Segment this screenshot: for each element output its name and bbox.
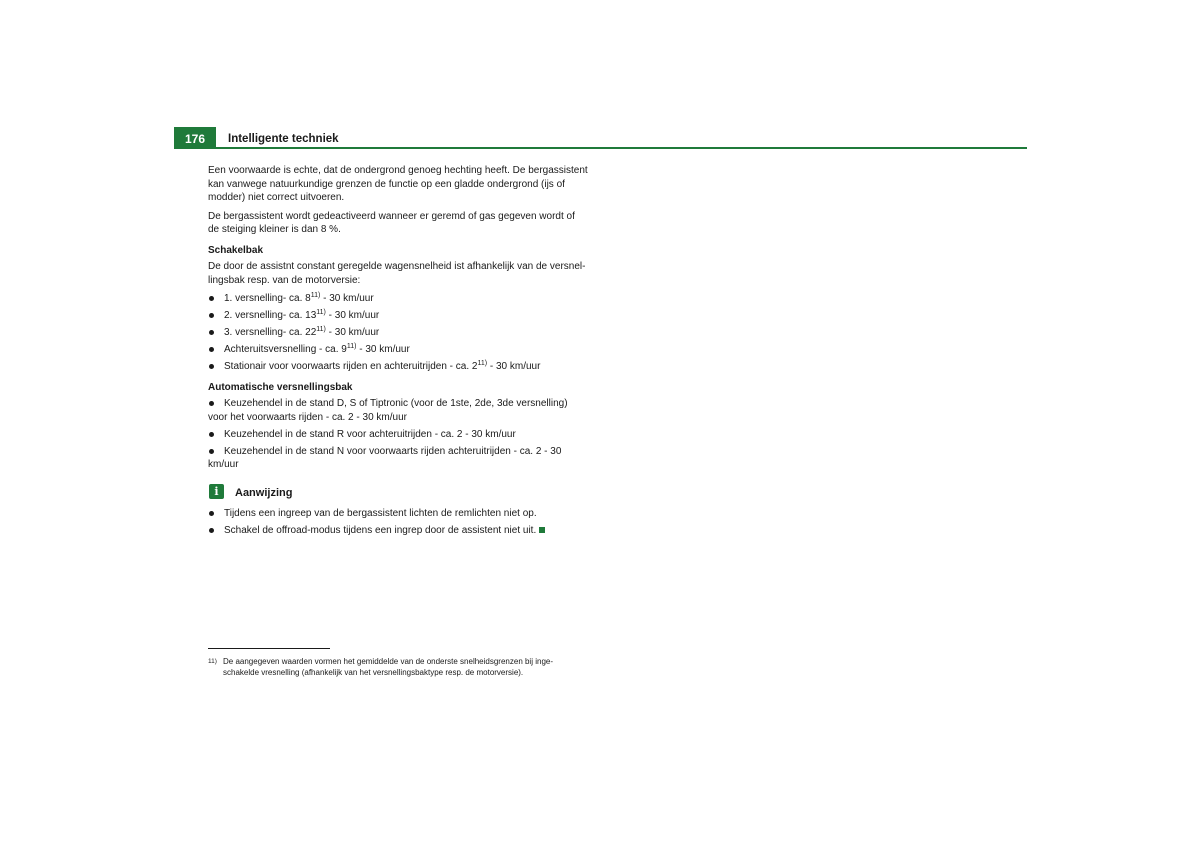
note-header (208, 484, 588, 502)
list-item (208, 507, 588, 521)
item-text: Stationair voor voorwaarts rijden en achteruitrijden - ca. 2 (224, 361, 478, 372)
item-text: Keuzehendel in de stand R voor achteruitrijden - ca. 2 - 30 km/uur (224, 428, 516, 440)
bullet-icon (209, 511, 214, 516)
bullet-icon (209, 296, 214, 301)
item-text: Schakel de offroad-modus tijdens een ingrep door de assistent niet uit. (224, 524, 537, 536)
schakelbak-heading: Schakelbak (208, 244, 264, 256)
page-number: 176 (174, 127, 216, 148)
intro-paragraph: Een voorwaarde is echte, dat de ondergrond genoeg hechting heeft. De bergassistent kan vanwege natuurkundige grenzen de functie op een gladde ondergrond (ijs of modder) niet correct uitvoeren. (208, 165, 588, 203)
list-item (208, 524, 588, 538)
item-text: - 30 km/uur (325, 310, 380, 321)
item-text: - 30 km/uur (356, 344, 410, 355)
list-item (208, 343, 588, 357)
main-content (208, 164, 588, 541)
footnote-ref: 11) (316, 326, 326, 333)
footnote-rule (208, 648, 330, 649)
page-header (174, 127, 1027, 150)
item-text: Keuzehendel in de stand N voor voorwaarts rijden achteruitrijden - ca. 2 - 30 km/uur (208, 445, 562, 470)
bullet-icon (209, 449, 214, 454)
item-text: - 30 km/uur (325, 327, 380, 338)
footnote-text: De aangegeven waarden vormen het gemiddelde van de onderste snelheidsgrenzen bij inge-schakelde vresnelling (afhankelijk van het versnellingsbaktype resp. de motorversie). (223, 657, 553, 677)
item-text: Achteruitsversnelling - ca. 9 (224, 344, 347, 355)
footnote-ref: 11) (346, 343, 357, 350)
automatic-heading: Automatische versnellingsbak (208, 381, 353, 393)
info-icon: i (209, 484, 224, 499)
list-item (208, 326, 588, 340)
item-text: Keuzehendel in de stand D, S of Tiptronic (voor de 1ste, 2de, 3de versnelling) voor het voorwaarts rijden - ca. 2 - 30 km/uur (208, 398, 568, 423)
footnote-mark: 11) (208, 658, 217, 665)
footnote-ref: 11) (310, 292, 321, 299)
bullet-icon (209, 313, 214, 318)
bullet-icon (209, 432, 214, 437)
item-text: 2. versnelling- ca. 13 (224, 310, 317, 321)
item-text: - 30 km/uur (487, 361, 541, 372)
schakelbak-text: De door de assistnt constant geregelde wagensnelheid ist afhankelijk van de versnel-lingsbak resp. van de motorversie: (208, 261, 586, 286)
intro-paragraph: De bergassistent wordt gedeactiveerd wanneer er geremd of gas gegeven wordt of de steiging kleiner is dan 8 %. (208, 210, 575, 235)
list-item (208, 292, 588, 306)
list-item (208, 445, 588, 472)
automatic-list (208, 397, 588, 472)
bullet-icon (209, 528, 214, 533)
footnote (208, 656, 588, 678)
bullet-icon (209, 347, 214, 352)
schakelbak-list (208, 292, 588, 374)
header-rule (174, 147, 1027, 149)
item-text: - 30 km/uur (320, 293, 374, 304)
list-item (208, 428, 588, 442)
end-square-icon (539, 527, 545, 533)
footnote-ref: 11) (477, 360, 488, 367)
list-item (208, 360, 588, 374)
bullet-icon (209, 330, 214, 335)
item-text: Tijdens een ingreep van de bergassistent lichten de remlichten niet op. (224, 507, 537, 519)
item-text: 1. versnelling- ca. 8 (224, 293, 311, 304)
section-title: Intelligente techniek (228, 133, 339, 145)
bullet-icon (209, 401, 214, 406)
note-list (208, 507, 588, 538)
note-title: Aanwijzing (235, 486, 293, 499)
list-item (208, 309, 588, 323)
list-item (208, 397, 588, 424)
footnote-ref: 11) (316, 309, 326, 316)
bullet-icon (209, 364, 214, 369)
item-text: 3. versnelling- ca. 22 (224, 327, 317, 338)
